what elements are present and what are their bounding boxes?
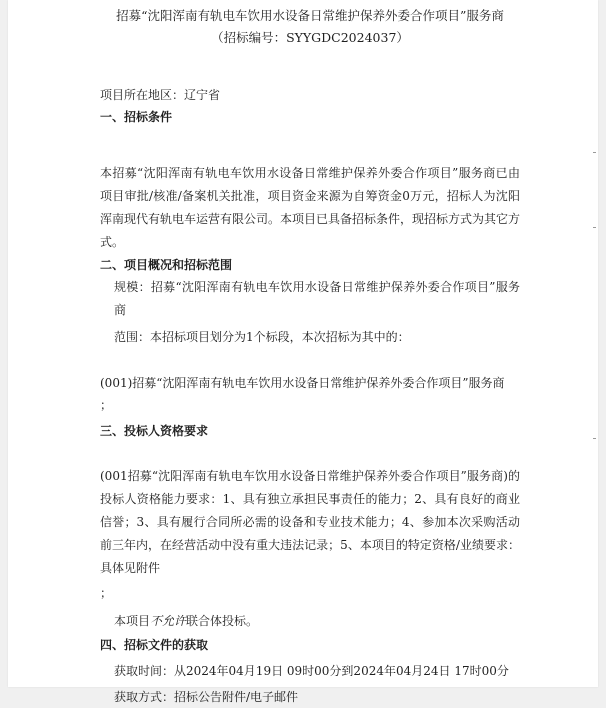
section-3-end: ； xyxy=(100,586,113,600)
edge-mark xyxy=(593,227,596,228)
section-3-body: (001招募“沈阳浑南有轨电车饮用水设备日常维护保养外委合作项目”服务商)的投标人资格能力要求：1、具有独立承担民事责任的能力；2、具有良好的商业信誉；3、具有履行合同所必需的设备和专业技术能力；4、参加本次采购活动前三年内，在经营活动中没有重大违法记录；5、本项目的特定资格/业绩要求：具体见附件 xyxy=(100,469,520,575)
consortium-line xyxy=(100,610,520,632)
acquisition-method: 获取方式：招标公告附件/电子邮件 xyxy=(114,690,299,704)
section-2-scope: 范围：本招标项目划分为1个标段，本次招标为其中的： xyxy=(114,330,410,344)
section-2-lot-end: ； xyxy=(100,398,113,412)
project-region: 项目所在地区：辽宁省 xyxy=(100,88,221,102)
tender-number: （招标编号：SYYGDC2024037） xyxy=(211,30,409,45)
document-content xyxy=(100,6,520,708)
consortium-emphasis: 不允许 xyxy=(150,614,187,628)
section-2-lot: (001)招募“沈阳浑南有轨电车饮用水设备日常维护保养外委合作项目”服务商 xyxy=(100,376,505,390)
acquisition-time: 获取时间：从2024年04月19日 09时00分到2024年04月24日 17时00分 xyxy=(114,664,509,678)
section-1-heading: 一、招标条件 xyxy=(100,110,173,124)
consortium-prefix: 本项目 xyxy=(114,614,151,628)
section-3-heading: 三、投标人资格要求 xyxy=(100,424,209,438)
edge-mark xyxy=(593,438,596,439)
edge-mark xyxy=(593,152,596,153)
section-4-heading: 四、招标文件的获取 xyxy=(100,638,209,652)
consortium-suffix: 联合体投标。 xyxy=(186,614,259,628)
section-2-scale: 规模：招募“沈阳浑南有轨电车饮用水设备日常维护保养外委合作项目”服务商 xyxy=(114,280,520,317)
document-title: 招募“沈阳浑南有轨电车饮用水设备日常维护保养外委合作项目”服务商 xyxy=(116,8,504,23)
document-page xyxy=(8,0,598,704)
section-2-heading: 二、项目概况和招标范围 xyxy=(100,258,233,272)
section-1-body: 本招募“沈阳浑南有轨电车饮用水设备日常维护保养外委合作项目”服务商已由项目审批/核准/备案机关批准，项目资金来源为自筹资金0万元，招标人为沈阳浑南现代有轨电车运营有限公司。本项目已具备招标条件，现招标方式为其它方式。 xyxy=(100,166,521,249)
